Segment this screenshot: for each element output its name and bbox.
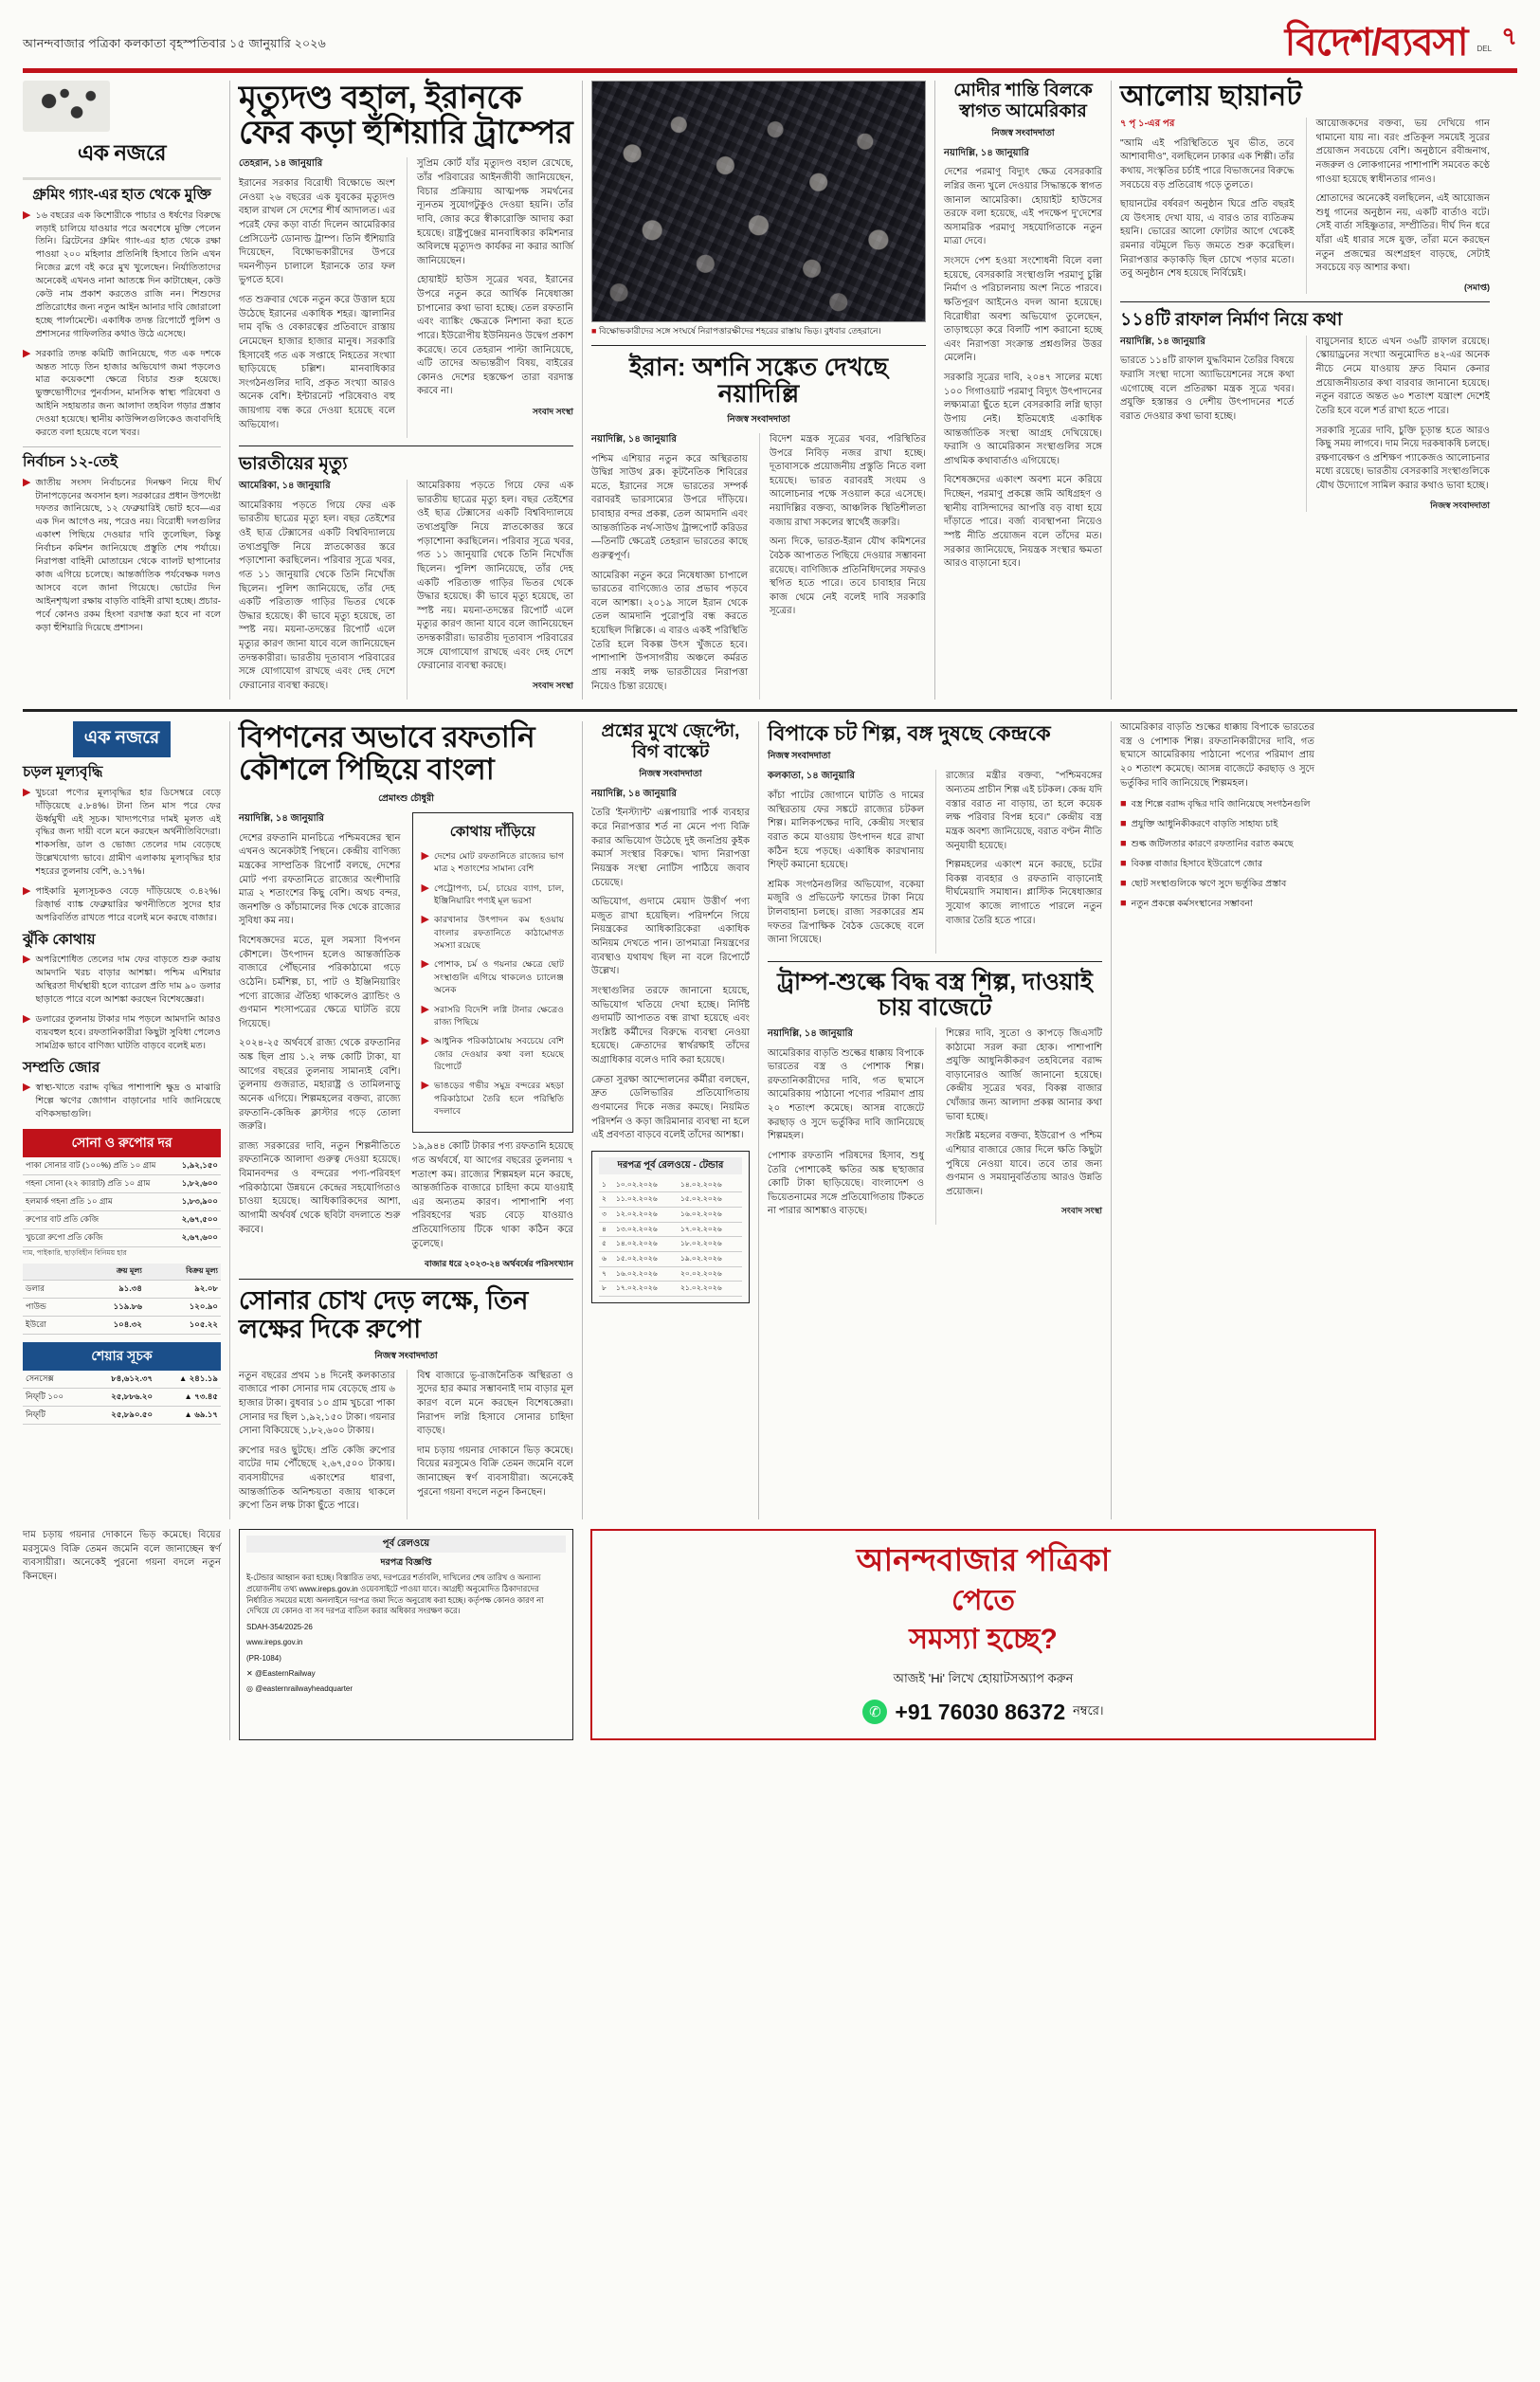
textile-para-1: আমেরিকার বাড়তি শুল্কের ধাক্কায় বিপাকে ভারতের বস্ত্র ও পোশাক শিল্প। রফতানিকারীদের দাবি, গত ছ'মাসে আমেরিকায় পাঠানো পণ্যের পরিমাণ প্রায় ২০ শতাংশ কমেছে। আসন্ন বাজেটে করছাড় ও সুদে ভর্তুকির দাবি জানিয়েছে শিল্পমহল। — [768, 1047, 924, 1142]
forex-table: ক্রয় মূল্য বিক্রয় মূল্য ডলার ৯১.৩৪ ৯২.০৮ পাউন্ড ১১৯.৮৬ ১২০.৯০ ইউরো ১০৪.৩২ ১০৫.২২ — [23, 1264, 221, 1335]
lead-story — [229, 81, 582, 700]
jute-headline: বিপাকে চট শিল্প, বঙ্গ দুষছে কেন্দ্রকে — [768, 721, 1051, 746]
photo-caption: ■ বিক্ষোভকারীদের সঙ্গে সংঘর্ষে নিরাপত্তারক্ষীদের শহরের রাস্তায় ভিড়। বুধবার তেহরানে। — [591, 326, 881, 336]
rafale-dateline: নয়াদিল্লি, ১৪ জানুয়ারি — [1120, 336, 1205, 347]
export-factbox-title: কোথায় দাঁড়িয়ে — [449, 824, 535, 841]
abp-ad-suffix: নম্বরে। — [1073, 1702, 1104, 1718]
glance-column-bottom — [23, 721, 229, 1519]
alo-chhayanat-headline: আলোয় ছায়ানট — [1120, 81, 1302, 112]
textile-para-3: শিল্পের দাবি, সুতো ও কাপড়ে জিএসটি কাঠামো সরল করা হোক। পাশাপাশি প্রযুক্তি আধুনিকীকরণ তহবিলের বরাদ্দ বাড়ানোরও আর্জি জানানো হয়েছে। কেন্দ্রীয় সূত্রের খবর, বিকল্প বাজার খোঁজার জন্য আলাদা প্রকল্প আনার কথা ভাবা হচ্ছে। — [946, 1027, 1102, 1122]
abp-ad-line-1: পেতে — [951, 1584, 1016, 1616]
abp-advert — [582, 1529, 1376, 1740]
bullet-icon: ▶ — [421, 958, 429, 971]
bullet-icon: ■ — [1120, 877, 1127, 889]
bullet-icon: ▶ — [23, 885, 31, 898]
abp-ad-line-2: সমস্যা হচ্ছে? — [909, 1623, 1058, 1655]
factbox-item: আধুনিক পরিকাঠামোয় সবচেয়ে বেশি জোর দেওয়ার কথা বলা হয়েছে রিপোর্টে — [433, 1036, 564, 1071]
alo-para-3: আয়োজকদের বক্তব্য, ভয় দেখিয়ে গান থামানো যায় না। বরং প্রতিকূল সময়েই সুরের প্রয়োজন সবচেয়ে বেশি। অনুষ্ঠানে রবীন্দ্রনাথ, নজরুল ও লোকগানের পাশাপাশি সমবেত কণ্ঠে গাওয়া হয়েছে স্বাধীনতার গানও। — [1315, 118, 1491, 185]
railway-notice-no: SDAH-354/2025-26 — [246, 1623, 313, 1632]
jetso-byline: নিজস্ব সংবাদদাতা — [639, 768, 702, 779]
bullet-icon: ▶ — [23, 1082, 31, 1094]
textile-para-2: পোশাক রফতানি পরিষদের হিসাব, শুধু তৈরি পোশাকেই ক্ষতির অঙ্ক ছ'হাজার কোটি টাকা ছাড়িয়েছে। বাংলাদেশ ও ভিয়েতনামের সঙ্গে প্রতিযোগিতায় টিকতে না পারার আশঙ্কাও বাড়ছে। — [768, 1150, 924, 1217]
bottom-left-filler — [23, 1529, 229, 1740]
iran-delhi-para-1: পশ্চিম এশিয়ার নতুন করে অস্থিরতায় উদ্বিগ্ন সাউথ ব্লক। কূটনৈতিক শিবিরের মতে, ইরানের সঙ্গে ভারতের সম্পর্ক বরাবরই ভারসাম্যের উপরে দাঁড়িয়ে। চাবাহার বন্দর প্রকল্প, তেল আমদানি এবং আন্তর্জাতিক নর্থ-সাউথ ট্রান্সপোর্ট করিডর—তিনটি ক্ষেত্রেই তেহরান ভারতের কাছে গুরুত্বপূর্ণ। — [591, 453, 748, 561]
jetso-para-2: অভিযোগ, গুদামে মেয়াদ উত্তীর্ণ পণ্য মজুত রাখা হয়েছিল। পরিদর্শনে গিয়ে নিয়ন্ত্রকের আধিকারিকেরা একাধিক অনিয়ম দেখতে পান। তাপমাত্রা নিয়ন্ত্রণের ব্যবস্থাও যথাযথ ছিল না বলে রিপোর্টে উল্লেখ। — [591, 897, 750, 977]
rafale-para-2: বায়ুসেনার হাতে এখন ৩৬টি রাফাল রয়েছে। স্কোয়াড্রনের সংখ্যা অনুমোদিত ৪২-এর অনেক নীচে নেমে যাওয়ায় দ্রুত বিমান কেনার প্রয়োজনীয়তার কথা বারবার জানানো হয়েছে। নতুন বরাতে অন্তত ৬০ শতাংশ যন্ত্রাংশ দেশেই তৈরি হবে বলে শর্ত রাখা হতে পারে। — [1315, 336, 1490, 416]
bullet-icon: ■ — [1120, 838, 1127, 850]
modi-peace-headline: মোদীর শান্তি বিলকে স্বাগত আমেরিকার — [953, 81, 1093, 121]
textile-dateline: নয়াদিল্লি, ১৪ জানুয়ারি — [768, 1027, 853, 1039]
alo-para-1: "আমি এই পরিস্থিতিতে খুব ভীত, তবে আশাবাদীও", বলছিলেন ঢাকার এক শিল্পী। তাঁর কথায়, সংস্কৃতির চর্চাই পারে বিভাজনের বিরুদ্ধে সবচেয়ে বড় প্রতিরোধ গড়ে তুলতে। — [1120, 137, 1295, 191]
protest-photo — [591, 81, 926, 322]
jetso-dateline: নয়াদিল্লি, ১৪ জানুয়ারি — [591, 788, 677, 799]
railway-pr-no: (PR-1084) — [246, 1653, 281, 1663]
indian-death-source: সংবাদ সংস্থা — [532, 680, 573, 690]
bullet-icon: ▶ — [421, 850, 429, 863]
jute-para-2: শ্রমিক সংগঠনগুলির অভিযোগ, বকেয়া মজুরি ও প্রভিডেন্ট ফান্ডের টাকা নিয়ে টালবাহানা চলছে। রাজ্য সরকারের শ্রম দফতর ত্রিপাক্ষিক বৈঠক ডেকেছে বলে জানা গিয়েছে। — [768, 879, 924, 946]
rafale-para-3: সরকারি সূত্রের দাবি, চুক্তি চূড়ান্ত হতে আরও কিছু সময় লাগবে। দাম নিয়ে দরকষাকষি চলছে। রক্ষণাবেক্ষণ ও প্রশিক্ষণ প্যাকেজও আলোচনার মধ্যে রয়েছে। ভারতীয় বেসরকারি সংস্থাগুলিকে যৌথ উদ্যোগে সামিল করার কথাও ভাবা হচ্ছে। — [1315, 425, 1490, 492]
railway-ad-body: ই-টেন্ডার আহ্বান করা হচ্ছে। বিস্তারিত তথ্য, দরপত্রের শর্তাবলি, দাখিলের শেষ তারিখ ও অন্যান্য প্রয়োজনীয় তথ্য www.ireps.gov.in ওয়েবসাইটে পাওয়া যাবে। আগ্রহী অনুমোদিত ঠিকাদারদের নির্ধারিত সময়ের মধ্যে অনলাইনে দরপত্র জমা দিতে অনুরোধ করা হচ্ছে। কর্তৃপক্ষ কোনও কারণ না দেখিয়ে যে কোনও বা সব দরপত্র বাতিল করার অধিকার সংরক্ষণ করে। — [246, 1573, 544, 1616]
jetso-para-4: ক্রেতা সুরক্ষা আন্দোলনের কর্মীরা বলছেন, দ্রুত ডেলিভারির প্রতিযোগিতায় গুণমানের দিকে নজর কমছে। নিয়মিত পরিদর্শন ও কড়া জরিমানার ব্যবস্থা না হলে এই প্রবণতা বাড়বে বলেই তাঁদের আশঙ্কা। — [591, 1074, 750, 1141]
textile-para-4: সংশ্লিষ্ট মহলের বক্তব্য, ইউরোপ ও পশ্চিম এশিয়ার বাজারে জোর দিলে ক্ষতি কিছুটা পুষিয়ে নেওয়া যাবে। তবে তার জন্য গুণমান ও সময়ানুবর্তিতায় আরও উন্নতি প্রয়োজন। — [946, 1131, 1102, 1197]
jute-byline: নিজস্ব সংবাদদাতা — [768, 751, 831, 762]
gold-story-para-4: দাম চড়ায় গয়নার দোকানে ভিড় কমেছে। বিয়ের মরসুমেও বিক্রি তেমন জমেনি বলে জানাচ্ছেন স্বর্ণ ব্যবসায়ীরা। অনেকেই পুরনো গয়না বদলে নতুন কিনছেন। — [417, 1445, 573, 1498]
rail-bullet: বিকল্প বাজার হিসাবে ইউরোপে জোর — [1131, 858, 1263, 869]
jetso-headline: প্রশ্নের মুখে জ়েপ্টো, বিগ বাস্কেট — [601, 721, 740, 762]
export-source: বাজার ধরে ২০২৩-২৪ অর্থবর্ষের পরিসংখ্যান — [424, 1259, 573, 1269]
alo-chhayanat-story — [1111, 81, 1490, 700]
indian-death-body-cont: আমেরিকায় পড়তে গিয়ে ফের এক ভারতীয় ছাত্রের মৃত্যু হল। বছর তেইশের ওই ছাত্র টেক্সাসের একটি বিশ্ববিদ্যালয়ে তথ্যপ্রযুক্তি নিয়ে স্নাতকোত্তর স্তরে পড়াশোনা করছিলেন। পরিবার সূত্রে খবর, গত ১১ জানুয়ারি থেকে তিনি নিখোঁজ ছিলেন। পুলিশ জানিয়েছে, তাঁর দেহ একটি পরিত্যক্ত গাড়ির ভিতর থেকে উদ্ধার হয়েছে। কী ভাবে মৃত্যু হয়েছে, তা স্পষ্ট নয়। ময়না-তদন্তের রিপোর্ট এলে মৃত্যুর কারণ জানা যাবে বলে জানিয়েছেন তদন্তকারীরা। ভারতীয় দূতাবাস পরিবারের সঙ্গে যোগাযোগ রাখছে এবং দেহ দেশে ফেরানোর ব্যবস্থা করছে। — [417, 481, 573, 672]
iran-delhi-para-4: অন্য দিকে, ভারত-ইরান যৌথ কমিশনের বৈঠক আপাতত পিছিয়ে দেওয়ার সম্ভাবনা রয়েছে। বাণিজ্যিক প্রতিনিধিদলের সফরও স্থগিত হতে পারে। তবে চাবাহার নিয়ে কাজ থেমে নেই বলেই দাবি সরকারি সূত্রের। — [770, 536, 926, 617]
rail-bullet: ছোট সংস্থাগুলিকে ঋণে সুদে ভর্তুকির প্রস্তাব — [1131, 878, 1287, 889]
alo-source: (সমাপ্ত) — [1464, 282, 1490, 292]
rail-bullet: নতুন প্রকল্পে কর্মসংস্থানের সম্ভাবনা — [1131, 898, 1253, 909]
glance-b-heading-1: চড়ল মূল্যবৃদ্ধি — [23, 764, 103, 781]
railway-ad-head: পূর্ব রেলওয়ে — [246, 1536, 566, 1553]
glance-b-bullet-2b: ডলারের তুলনায় টাকার দাম পড়লে আমদানি আরও ব্যয়বহুল হবে। রফতানিকারীরা কিছুটা সুবিধা পেলেও সামগ্রিক ভাবে বাণিজ্য ঘাটতি বাড়বে বলেই মত। — [35, 1014, 221, 1051]
alo-para-4: শ্রোতাদের অনেকেই বলছিলেন, এই আয়োজন শুধু গানের অনুষ্ঠান নয়, একটি বার্তাও বটে। সেই বার্তা সহিষ্ণুতার, সম্প্রীতির। দীর্ঘ দিন ধরে যাঁরা এই ধারার সঙ্গে যুক্ত, তাঁরা মনে করছেন নতুন প্রজন্মের অংশগ্রহণ বাড়ছে, সেটাই সবচেয়ে বড় আশার কথা। — [1315, 193, 1490, 274]
modi-peace-story — [934, 81, 1111, 700]
indian-death-headline: ভারতীয়ের মৃত্যু — [239, 454, 348, 475]
bullet-icon: ▶ — [421, 882, 429, 894]
railway-web[interactable]: www.ireps.gov.in — [246, 1638, 303, 1647]
rail-bullet: বস্ত্র শিল্পে বরাদ্দ বৃদ্ধির দাবি জানিয়েছে সংগঠনগুলি — [1131, 799, 1311, 810]
lead-dateline: তেহরান, ১৪ জানুয়ারি — [239, 158, 323, 170]
jute-para-3: রাজ্যের মন্ত্রীর বক্তব্য, "পশ্চিমবঙ্গের অন্যতম প্রাচীন শিল্প এই চটকল। কেন্দ্র যদি বস্তার বরাত না বাড়ায়, তা হলে কয়েক লক্ষ পরিবার বিপন্ন হবে।" কেন্দ্রীয় বস্ত্র মন্ত্রক অবশ্য জানিয়েছে, বরাত বণ্টন নীতি অনুযায়ী হয়েছে। — [946, 771, 1102, 851]
gold-story-para-3: বিশ্ব বাজারে ভূ-রাজনৈতিক অস্থিরতা ও সুদের হার কমার সম্ভাবনাই দাম বাড়ার মূল কারণ বলে মনে করছেন বিশেষজ্ঞেরা। নিরাপদ লগ্নি হিসাবে সোনার চাহিদা বাড়ছে। — [417, 1370, 573, 1437]
bullet-icon: ▶ — [421, 914, 429, 926]
railway-tender-table: দরপত্র পূর্ব রেলওয়ে - টেন্ডার ১ ১০.০২.২০২৬ ১৪.০২.২০২৬ ২ ১১.০২.২০২৬ ১৫.০২.২০২৬ ৩ ১২.০২.২০২৬ ১৬.০২.২০২৬ ৪ ১৩.০২.২০২৬ ১৭.০২.২০২৬ ৫ ১৪.০২.২০২৬ ১৮.০২.২০২৬ ৬ ১৫.০২.২০২৬ ১৯.০২.২০২৬ ৭ ১৬.০২.২০২৬ ২০.০২.২০২৬ ৮ ১৭.০২.২০২৬ ২১.০২.২০২৬ — [591, 1151, 750, 1303]
export-byline: প্রেমাংশু চৌধুরী — [378, 793, 434, 805]
glance-divider — [23, 177, 221, 180]
lead-headline: মৃত্যুদণ্ড বহাল, ইরানকে ফের কড়া হুঁশিয়ারি ট্রাম্পের — [239, 80, 573, 151]
modi-peace-para-3: সরকারি সূত্রের দাবি, ২০৪৭ সালের মধ্যে ১০০ গিগাওয়াট পরমাণু বিদ্যুৎ উৎপাদনের লক্ষ্যমাত্রা ছুঁতে হলে বেসরকারি লগ্নি ছাড়া উপায় নেই। ইতিমধ্যেই একাধিক আন্তর্জাতিক সংস্থা আগ্রহ দেখিয়েছে। ফরাসি ও আমেরিকান সংস্থাগুলির সঙ্গে প্রাথমিক কথাবার্তাও এগিয়েছে। — [944, 373, 1102, 466]
gold-story-byline: নিজস্ব সংবাদদাতা — [374, 1350, 438, 1361]
glance-b-bullet-2: অপরিশোধিত তেলের দাম ফের বাড়তে শুরু করায় আমদানি খরচ বাড়ার আশঙ্কা। পশ্চিম এশিয়ার অস্থিরতা দীর্ঘস্থায়ী হলে ব্যারেল প্রতি দাম ৯০ ডলার ছাড়াতে পারে বলে আশঙ্কা করছেন বিশেষজ্ঞেরা। — [35, 955, 221, 1006]
glance-title-bottom: এক নজরে — [73, 721, 171, 757]
jute-para-4: শিল্পমহলের একাংশ মনে করছে, চটের বিকল্প ব্যবহার ও রফতানি বাড়ানোই দীর্ঘমেয়াদি সমাধান। প্লাস্টিক নিষেধাজ্ঞার সুযোগ কাজে লাগাতে পারলে নতুন বাজার তৈরি হতে পারে। — [946, 860, 1102, 926]
gold-rate-note: দাম, পাইকারি, ছাড়বিহীন বিনিময় হার — [23, 1248, 127, 1258]
alo-para-2: ছায়ানটের বর্ষবরণ অনুষ্ঠান ঘিরে প্রতি বছরই যে উৎসাহ দেখা যায়, এ বারও তার ব্যতিক্রম হয়নি। ভোরের আলো ফোটার আগে থেকেই রমনার বটমূলে ভিড় জমতে শুরু করেছিল। নিরাপত্তার কড়াকড়ি ছিল চোখে পড়ার মতো। তবু অনুষ্ঠান শেষ হয়েছে নির্বিঘ্নেই। — [1120, 199, 1295, 280]
masthead-rule — [23, 68, 1517, 73]
iran-delhi-headline: ইরান: অশনি সঙ্কেত দেখছে নয়াদিল্লি — [629, 352, 888, 409]
bullet-icon: ■ — [1120, 857, 1127, 869]
indian-death-dateline: আমেরিকা, ১৪ জানুয়ারি — [239, 481, 331, 492]
gold-story-para-2: রুপোর দরও ছুটছে। প্রতি কেজি রুপোর বাটের দাম পৌঁছেছে ২,৬৭,৫০০ টাকায়। ব্যবসায়ীদের একাংশের ধারণা, আন্তর্জাতিক অনিশ্চয়তা বজায় থাকলে রুপো তিন লক্ষ টাকা ছুঁতে পারে। — [239, 1445, 395, 1512]
bullet-icon: ■ — [1120, 818, 1127, 830]
railway-advert — [229, 1529, 582, 1740]
export-dateline: নয়াদিল্লি, ১৪ জানুয়ারি — [239, 813, 324, 825]
export-factbox — [412, 812, 574, 1133]
jute-dateline: কলকাতা, ১৪ জানুয়ারি — [768, 771, 855, 782]
right-rail-intro: আমেরিকার বাড়তি শুল্কের ধাক্কায় বিপাকে ভারতের বস্ত্র ও পোশাক শিল্প। রফতানিকারীদের দাবি, গত ছ'মাসে আমেরিকায় পাঠানো পণ্যের পরিমাণ প্রায় ২০ শতাংশ কমেছে। আসন্ন বাজেটে করছাড় ও সুদে ভর্তুকির দাবি জানিয়েছে শিল্পমহল। — [1120, 722, 1314, 789]
factbox-item: পেট্রোপণ্য, চর্ম, চায়ের ব্যাগ, চাল, ইঞ্জিনিয়ারিং পণ্যই মূল ভরসা — [433, 882, 564, 906]
factbox-item: পোশাক, চর্ম ও গয়নার ক্ষেত্রে ছোট সংস্থাগুলি এগিয়ে থাকলেও চ্যালেঞ্জ অনেক — [433, 959, 564, 995]
export-para-2: বিশেষজ্ঞদের মতে, মূল সমস্যা বিপণন কৌশলে। উৎপাদন হলেও আন্তর্জাতিক বাজারে পৌঁছনোর পরিকাঠামো গড়ে ওঠেনি। চর্মশিল্প, চা, পাট ও ইঞ্জিনিয়ারিং পণ্যে রাজ্যের ঐতিহ্য থাকলেও ব্র্যান্ডিং ও গুণমান শংসাপত্রের ক্ষেত্রে ঘাটতি রয়ে গিয়েছে। — [239, 936, 401, 1029]
bullet-icon: ■ — [1120, 798, 1127, 810]
export-para-4: রাজ্য সরকারের দাবি, নতুন শিল্পনীতিতে রফতানিকে আলাদা গুরুত্ব দেওয়া হয়েছে। বিমানবন্দর ও বন্দরের পণ্য-পরিবহণ পরিকাঠামো উন্নয়নে কেন্দ্রের সহযোগিতাও চাওয়া হয়েছে। আধিকারিকদের আশা, আগামী অর্থবর্ষ থেকে ছবিটা বদলাতে শুরু করবে। — [239, 1140, 401, 1235]
bullet-icon: ▶ — [23, 1013, 31, 1025]
modi-peace-dateline: নয়াদিল্লি, ১৪ জানুয়ারি — [944, 147, 1029, 158]
railway-table-head: দরপত্র পূর্ব রেলওয়ে - টেন্ডার — [599, 1157, 742, 1174]
bullet-icon: ▶ — [421, 1003, 429, 1015]
iran-delhi-para-2: আমেরিকা নতুন করে নিষেধাজ্ঞা চাপালে ভারতের বাণিজ্যেও তার প্রভাব পড়বে বলে আশঙ্কা। ২০১৯ সালে ইরান থেকে তেল আমদানি পুরোপুরি বন্ধ করতে হয়েছিল দিল্লিকে। এ বারও একই পরিস্থিতি তৈরি হলে বিকল্প উৎস খুঁজতে হবে। পাশাপাশি উপসাগরীয় অঞ্চলে কর্মরত প্রায় নব্বই লক্ষ ভারতীয়ের নিরাপত্তা নিয়েও চিন্তা রয়েছে। — [591, 570, 748, 692]
rafale-para-1: ভারতে ১১৪টি রাফাল যুদ্ধবিমান তৈরির বিষয়ে ফরাসি সংস্থা দাসো অ্যাভিয়েশনের সঙ্গে কথা এগোচ্ছে বলে প্রতিরক্ষা মন্ত্রক সূত্রে খবর। প্রযুক্তি হস্তান্তর ও দেশীয় উৎপাদনের শর্তে বরাত দেওয়ার কথা ভাবা হচ্ছে। — [1120, 355, 1295, 422]
abp-ad-line-3: আজই 'Hi' লিখে হোয়াটসঅ্যাপ করুন — [893, 1670, 1074, 1685]
export-para-5: ১৯,৯৪৪ কোটি টাকার পণ্য রফতানি হয়েছে গত অর্থবর্ষে, যা আগের বছরের তুলনায় ৭ শতাংশ কম। রাজ্যের শিল্পমহল মনে করছে, আন্তর্জাতিক বাজারে চাহিদা কমে যাওয়াই এর অন্যতম কারণ। পাশাপাশি পণ্য পরিবহণের খরচ বেড়ে যাওয়াও প্রতিযোগিতায় টিকে থাকা কঠিন করে তুলেছে। — [411, 1141, 573, 1249]
glance-bullet-1b: সরকারি তদন্ত কমিটি জানিয়েছে, গত এক দশকে অন্তত সাড়ে তিন হাজার অভিযোগ জমা পড়লেও মাত্র কয়েকশো ক্ষেত্রে বিচার শুরু হয়েছে। ভুক্তভোগীদের পুনর্বাসন, মানসিক স্বাস্থ্য পরিষেবা ও আইনি সহায়তার জন্য আলাদা তহবিল গড়ার প্রস্তাব দেওয়া হয়েছে। স্থানীয় কাউন্সিলগুলিকেও জবাবদিহি করতে বলা হয়েছে বলে খবর। — [35, 348, 221, 439]
bullet-icon: ▶ — [421, 1080, 429, 1092]
factbox-item: সরাসরি বিদেশি লগ্নি টানার ক্ষেত্রেও রাজ্য পিছিয়ে — [433, 1004, 564, 1027]
whatsapp-icon: ✆ — [862, 1700, 887, 1724]
glance-b-bullet-1b: পাইকারি মূল্যসূচকও বেড়ে দাঁড়িয়েছে ৩.৪২%। রিজ়ার্ভ ব্যাঙ্ক ফেব্রুয়ারির ঋণনীতিতে সুদের হার অপরিবর্তিত রাখতে পারে বলেই মনে করছে বাজার। — [35, 886, 221, 923]
rafale-source: নিজস্ব সংবাদদাতা — [1430, 500, 1490, 510]
bullet-icon: ▶ — [23, 954, 31, 966]
iran-delhi-dateline: নয়াদিল্লি, ১৪ জানুয়ারি — [591, 433, 677, 445]
right-rail — [1111, 721, 1314, 1519]
gold-rate-title: সোনা ও রুপোর দর — [23, 1129, 221, 1157]
glance-heading-1: গ্রুমিং গ্যাং-এর হাত থেকে মুক্তি — [32, 187, 211, 203]
export-para-3: ২০২৪-২৫ অর্থবর্ষে রাজ্য থেকে রফতানির অঙ্ক ছিল প্রায় ১.২ লক্ষ কোটি টাকা, যা আগের বছরের তুলনায় সামান্যই বেশি। তুলনায় গুজরাত, মহারাষ্ট্র ও তামিলনাড়ু অনেক এগিয়ে। শিল্পমহলের বক্তব্য, রাজ্যে রফতানি-কেন্দ্রিক ক্লাস্টার গড়ে তোলা জরুরি। — [239, 1038, 401, 1133]
abp-ad-phone[interactable]: +91 76030 86372 — [895, 1699, 1066, 1724]
jetso-para-3: সংস্থাগুলির তরফে জানানো হয়েছে, অভিযোগ খতিয়ে দেখা হচ্ছে। নির্দিষ্ট গুদামটি আপাতত বন্ধ রাখা হয়েছে এবং সংশ্লিষ্ট কর্মীদের বিরুদ্ধে ব্যবস্থা নেওয়া হয়েছে। ক্রেতাদের স্বার্থরক্ষাই তাঁদের অগ্রাধিকার বলেও দাবি করা হয়েছে। — [591, 985, 750, 1066]
bullet-icon: ▶ — [23, 209, 31, 221]
factbox-item: দেশের মোট রফতানিতে রাজ্যের ভাগ মাত্র ২ শতাংশের সামান্য বেশি — [433, 851, 564, 874]
iran-delhi-byline: নিজস্ব সংবাদদাতা — [727, 413, 790, 425]
glance-title-top: এক নজরে — [77, 140, 167, 165]
rail-bullet: শুল্ক জটিলতার কারণে রফতানির বরাত কমছে — [1131, 839, 1294, 850]
export-headline: বিপণনের অভাবে রফতানি কৌশলে পিছিয়ে বাংলা — [239, 720, 535, 786]
iran-delhi-para-3: বিদেশ মন্ত্রক সূত্রের খবর, পরিস্থিতির উপরে নিবিড় নজর রাখা হচ্ছে। দূতাবাসকে প্রয়োজনীয় প্রস্তুতি নিতে বলা হয়েছে। ভারত বরাবরই সংযম ও আলোচনার পক্ষে সওয়াল করে এসেছে। নয়াদিল্লির বক্তব্য, আঞ্চলিক স্থিতিশীলতা বজায় রাখা সকলের স্বার্থেই জরুরি। — [770, 433, 926, 528]
jetso-para-1: তৈরি 'ইনস্ট্যান্ট' এক্সপায়ারি পার্ক ব্যবহার করে নিরাপত্তার শর্ত না মেনে পণ্য বিক্রি করার অভিযোগ উঠেছে দুই জনপ্রিয় কুইক কমার্স সংস্থার বিরুদ্ধে। খাদ্য নিরাপত্তা নিয়ন্ত্রক সংস্থা নোটিস পাঠিয়ে জবাব চেয়েছে। — [591, 808, 750, 888]
section-edition: DEL — [1477, 45, 1493, 53]
twitter-handle[interactable]: ✕ @EasternRailway — [246, 1668, 316, 1678]
modi-peace-para-2: সংসদে পেশ হওয়া সংশোধনী বিলে বলা হয়েছে, বেসরকারি সংস্থাগুলি পরমাণু চুল্লি নির্মাণ ও পরিচালনায় অংশ নিতে পারবে। ক্ষতিপূরণ আইনেও বদল আনা হয়েছে। বিরোধীরা অবশ্য অভিযোগ তুলেছেন, তাড়াহুড়ো করে বিলটি পাশ করানো হচ্ছে এবং নিরাপত্তা সংক্রান্ত প্রশ্নগুলির উত্তর মেলেনি। — [944, 256, 1102, 364]
globe-icon — [23, 81, 110, 132]
bullet-icon: ▶ — [23, 786, 31, 798]
export-para-1: দেশের রফতানি মানচিত্রে পশ্চিমবঙ্গের স্থান এখনও অনেকটাই পিছনে। কেন্দ্রীয় বাণিজ্য মন্ত্রকের সাম্প্রতিক রিপোর্ট বলছে, দেশের মোট পণ্য রফতানিতে রাজ্যের অংশীদারি মাত্র ২ শতাংশের কিছু বেশি। অথচ বন্দর, জনশক্তি ও কাঁচামালের দিক থেকে রাজ্যের সুবিধা কম নয়। — [239, 832, 401, 927]
glance-b-heading-2: ঝুঁকি কোথায় — [23, 931, 96, 948]
continuation-marker: ৭ পৃ ১-এর পর — [1120, 118, 1175, 129]
railway-ad-subhead: দরপত্র বিজ্ঞপ্তি — [380, 1556, 432, 1568]
bullet-icon: ▶ — [23, 476, 31, 488]
masthead-dateline: আনন্দবাজার পত্রিকা কলকাতা বৃহস্পতিবার ১৫ জানুয়ারি ২০২৬ — [23, 37, 326, 50]
lead-para-4: হোয়াইট হাউস সূত্রের খবর, ইরানের উপরে নতুন করে আর্থিক নিষেধাজ্ঞা চাপানোর কথা ভাবা হচ্ছে। তেল রফতানি এবং ব্যাঙ্কিং ক্ষেত্রকে নিশানা করা হতে পারে। ইউরোপীয় ইউনিয়নও উদ্বেগ প্রকাশ করেছে। তবে তেহরান পাল্টা জানিয়েছে, এটি তাদের অভ্যন্তরীণ বিষয়, বাইরের কোনও দেশের হস্তক্ষেপ তারা বরদাস্ত করবে না। — [417, 275, 574, 397]
iran-delhi-story — [582, 81, 934, 700]
bullet-icon: ■ — [1120, 897, 1127, 909]
factbox-item: কারখানার উৎপাদন কম হওয়ায় বাংলার রফতানিতে কাঠামোগত সমস্যা রয়েছে — [433, 915, 564, 951]
gold-story-tail: দাম চড়ায় গয়নার দোকানে ভিড় কমেছে। বিয়ের মরসুমেও বিক্রি তেমন জমেনি বলে জানাচ্ছেন স্বর্ণ ব্যবসায়ীরা। অনেকেই পুরনো গয়না বদলে নতুন কিনছেন। — [23, 1529, 221, 1582]
glance-heading-2: নির্বাচন ১২-তেই — [23, 454, 118, 470]
page-number: ৭ — [1501, 22, 1517, 50]
glance-bullet-2: জাতীয় সংসদ নির্বাচনের দিনক্ষণ নিয়ে দীর্ঘ টানাপড়েনের অবসান হল। সরকারের প্রধান উপদেষ্টা দফতর জানিয়েছে, ১২ ফেব্রুয়ারিই ভোট হবে—এর এক দিন আগেও নয়, পরেও নয়। বিরোধী দলগুলির একাংশ পিছিয়ে দেওয়ার দাবি তুলেছিল, কিন্তু নির্বাচন কমিশন জানিয়েছে প্রস্তুতি শেষ পর্যায়ে। নিরাপত্তা বাহিনী মোতায়েন থেকে ব্যালট ছাপানোর কাজ এগিয়ে চলেছে। আন্তর্জাতিক পর্যবেক্ষক দলও আসবে বলে জানা গিয়েছে। ভোটের দিন আইনশৃঙ্খলা রক্ষায় বাড়তি বাহিনী রাখা হচ্ছে। প্রচার-পর্বে কোনও রকম হিংসা বরদাস্ত করা হবে না বলে কড়া হুঁশিয়ারি দিয়েছে প্রশাসন। — [35, 477, 221, 633]
glance-b-heading-3: সম্প্রতি জোর — [23, 1059, 100, 1076]
bullet-icon: ▶ — [421, 1035, 429, 1047]
jetso-story — [582, 721, 758, 1519]
modi-peace-para-1: দেশের পরমাণু বিদ্যুৎ ক্ষেত্র বেসরকারি লগ্নির জন্য খুলে দেওয়ার সিদ্ধান্তকে স্বাগত জানাল আমেরিকা। হোয়াইট হাউসের তরফে বলা হয়েছে, এই পদক্ষেপ দু'দেশের অসামরিক পরমাণু সহযোগিতাকে নতুন মাত্রা দেবে। — [944, 167, 1102, 247]
modi-peace-byline: নিজস্ব সংবাদদাতা — [991, 127, 1055, 138]
lead-para-3: সুপ্রিম কোর্ট যাঁর মৃত্যুদণ্ড বহাল রেখেছে, তাঁর পরিবারের আইনজীবী জানিয়েছেন, বিচার প্রক্রিয়ায় আত্মপক্ষ সমর্থনের ন্যূনতম সুযোগটুকুও দেওয়া হয়নি। তাঁর দাবি, জোর করে স্বীকারোক্তি আদায় করা হয়েছে। রাষ্ট্রপুঞ্জের মানবাধিকার কমিশনার অবিলম্বে মৃত্যুদণ্ড কার্যকর না করার আর্জি জানিয়েছেন। — [417, 158, 573, 266]
bullet-icon: ▶ — [23, 347, 31, 359]
jute-para-1: কাঁচা পাটের জোগানে ঘাটতি ও দামের অস্থিরতায় ফের সঙ্কটে রাজ্যের চটকল শিল্প। মালিকপক্ষের দাবি, কেন্দ্রীয় সংস্থার বরাত কমে যাওয়ায় উৎপাদন ধরে রাখা কঠিন হয়ে পড়ছে। একাধিক কারখানায় শিফ্‌ট কমানো হয়েছে। — [768, 791, 924, 871]
jute-textile-column — [758, 721, 1111, 1519]
factbox-item: ভাঙড়ের গভীর সমুদ্র বন্দরের মহড়া পরিকাঠামো তৈরি হলে পরিস্থিতি বদলাবে — [433, 1081, 564, 1116]
glance-b-bullet-1: খুচরো পণ্যের মূল্যবৃদ্ধির হার ডিসেম্বরে বেড়ে দাঁড়িয়েছে ৫.৮৪%। টানা তিন মাস পরে ফের ঊর্ধ্বমুখী এই সূচক। খাদ্যপণ্যের দামই মূলত এই বৃদ্ধির জন্য দায়ী বলে মনে করছেন অর্থনীতিবিদেরা। শাকসব্জি, ডাল ও ভোজ্য তেলের দাম বেড়েছে উল্লেখযোগ্য ভাবে। গ্রামীণ এলাকায় মূল্যবৃদ্ধির হার শহরের তুলনায় বেশি, ৬.১৭%। — [35, 787, 221, 878]
modi-peace-para-4: বিশেষজ্ঞদের একাংশ অবশ্য মনে করিয়ে দিচ্ছেন, পরমাণু প্রকল্পে জমি অধিগ্রহণ ও স্থানীয় বাসিন্দাদের আপত্তি বড় বাধা হয়ে দাঁড়াতে পারে। বর্জ্য ব্যবস্থাপনা নিয়েও স্পষ্ট নীতি প্রয়োজন বলে তাঁদের মত। সরকার জানিয়েছে, নিয়ন্ত্রক সংস্থার ক্ষমতা আরও বাড়ানো হবে। — [944, 475, 1102, 570]
gold-rate-table: পাকা সোনার বাট (১০০%) প্রতি ১০ গ্রাম ১,৯২,১৫০ গহনা সোনা (২২ ক্যারাট) প্রতি ১০ গ্রাম ১,৮২,৬০০ হলমার্ক গহনা প্রতি ১০ গ্রাম ১,৮৩,৯০০ রুপোর বাট প্রতি কেজি ২,৬৭,৫০০ খুচরো রুপো প্রতি কেজি ২,৬৭,৬০০ — [23, 1157, 221, 1247]
share-index-title: শেয়ার সূচক — [23, 1342, 221, 1371]
lead-source: সংবাদ সংস্থা — [532, 407, 573, 417]
lead-para-1: ইরানের সরকার বিরোধী বিক্ষোভে অংশ নেওয়া ২৬ বছরের এক যুবকের মৃত্যুদণ্ড বহাল রাখল সে দেশের শীর্ষ আদালত। এর পরেই ফের কড়া বার্তা দিলেন আমেরিকার প্রেসিডেন্ট ডোনাল্ড ট্রাম্প। তিনি হুঁশিয়ারি দিয়েছেন, বিক্ষোভকারীদের উপরে দমনপীড়ন চালালে ইরানকে তার ফল ভুগতে হবে। — [239, 178, 395, 286]
abp-ad-title: আনন্দবাজার পত্রিকা — [856, 1541, 1111, 1577]
gold-story-headline: সোনার চোখ দেড় লক্ষে, তিন লক্ষের দিকে রুপো — [239, 1286, 529, 1343]
rafale-headline: ১১৪টি রাফাল নির্মাণ নিয়ে কথা — [1120, 309, 1343, 330]
glance-bullet-1: ১৬ বছরের এক কিশোরীকে পাচার ও ধর্ষণের বিরুদ্ধে লড়াই চালিয়ে যাওয়ার পরে অবশেষে মুক্তি পেলেন তিনি। ব্রিটেনের গ্রুমিং গ্যাং-এর হাত থেকে রক্ষা পাওয়া ২০০ মহিলার প্রতিনিধি হিসাবে তিনি এখন নিজের ব্লগে বই করে মুখ খুলেছেন। নির্যাতিতাদের অনেকেই এখনও নানা আতঙ্কে দিন কাটাচ্ছেন, কেউ কেউ নাম প্রকাশ করতেও রাজি নন। শিশুদের প্রতিরোধের জন্য নতুন আইন আনার দাবি জোরালো হচ্ছে পার্লামেন্টে। একাধিক তদন্ত রিপোর্টে পুলিশ ও প্রশাসনের গাফিলতির কথাও উঠে এসেছে। — [35, 209, 221, 339]
export-story — [229, 721, 582, 1519]
section-title: বিদেশ/ব্যবসা — [1284, 22, 1468, 64]
gold-story-para-1: নতুন বছরের প্রথম ১৪ দিনেই কলকাতার বাজারে পাকা সোনার দাম বেড়েছে প্রায় ৬ হাজার টাকা। বুধবার ১০ গ্রাম খুচরো পাকা সোনার দর ছিল ১,৯২,১৫০ টাকা। গয়নার সোনা বিকিয়েছে ১,৮২,৬০০ টাকায়। — [239, 1370, 395, 1437]
textile-source: সংবাদ সংস্থা — [1060, 1206, 1102, 1216]
lead-para-2: গত শুক্রবার থেকে নতুন করে উত্তাল হয়ে উঠেছে ইরানের একাধিক শহর। জ্বালানির দাম বৃদ্ধি ও বেকারত্বের প্রতিবাদে রাস্তায় নেমেছেন হাজার হাজার মানুষ। সরকারি হিসাবেই গত এক সপ্তাহে নিহতের সংখ্যা ছাড়িয়েছে চল্লিশ। মানবাধিকার সংগঠনগুলির দাবি, প্রকৃত সংখ্যা আরও অনেক বেশি। ইন্টারনেট পরিষেবাও বহু জায়গায় বন্ধ করে দেওয়া হয়েছে বলে অভিযোগ। — [239, 295, 395, 430]
share-index-table: সেনসেক্স ৮৪,৬১২.৩৭ ▲ ২৪১.১৯ নিফ্‌টি ১০০ ২৫,৮৮৬.২০ ▲ ৭৩.৪৫ নিফ্‌টি ২৫,৮৯০.৫০ ▲ ৬৯.১৭ — [23, 1371, 221, 1425]
masthead — [23, 17, 1517, 64]
instagram-handle[interactable]: ◎ @easternrailwayheadquarter — [246, 1683, 353, 1693]
textile-headline: ট্রাম্প-শুল্কে বিদ্ধ বস্ত্র শিল্প, দাওয়াই চায় বাজেটে — [777, 968, 1093, 1022]
glance-b-bullet-3: স্বাস্থ্য-খাতে বরাদ্দ বৃদ্ধির পাশাপাশি ক্ষুদ্র ও মাঝারি শিল্পে ঋণের জোগান বাড়ানোর দাবি জানিয়েছে বণিকসভাগুলি। — [35, 1082, 221, 1120]
right-rail-bullets — [1120, 798, 1314, 910]
rail-bullet: প্রযুক্তি আধুনিকীকরণে বাড়তি সাহায্য চাই — [1131, 819, 1278, 830]
indian-death-body: আমেরিকায় পড়তে গিয়ে ফের এক ভারতীয় ছাত্রের মৃত্যু হল। বছর তেইশের ওই ছাত্র টেক্সাসের একটি বিশ্ববিদ্যালয়ে তথ্যপ্রযুক্তি নিয়ে স্নাতকোত্তর স্তরে পড়াশোনা করছিলেন। পরিবার সূত্রে খবর, গত ১১ জানুয়ারি থেকে তিনি নিখোঁজ ছিলেন। পুলিশ জানিয়েছে, তাঁর দেহ একটি পরিত্যক্ত গাড়ির ভিতর থেকে উদ্ধার হয়েছে। কী ভাবে মৃত্যু হয়েছে, তা স্পষ্ট নয়। ময়না-তদন্তের রিপোর্ট এলে মৃত্যুর কারণ জানা যাবে বলে জানিয়েছেন তদন্তকারীরা। ভারতীয় দূতাবাস পরিবারের সঙ্গে যোগাযোগ রাখছে এবং দেহ দেশে ফেরানোর ব্যবস্থা করছে। — [239, 500, 395, 691]
glance-column-top — [23, 81, 229, 700]
